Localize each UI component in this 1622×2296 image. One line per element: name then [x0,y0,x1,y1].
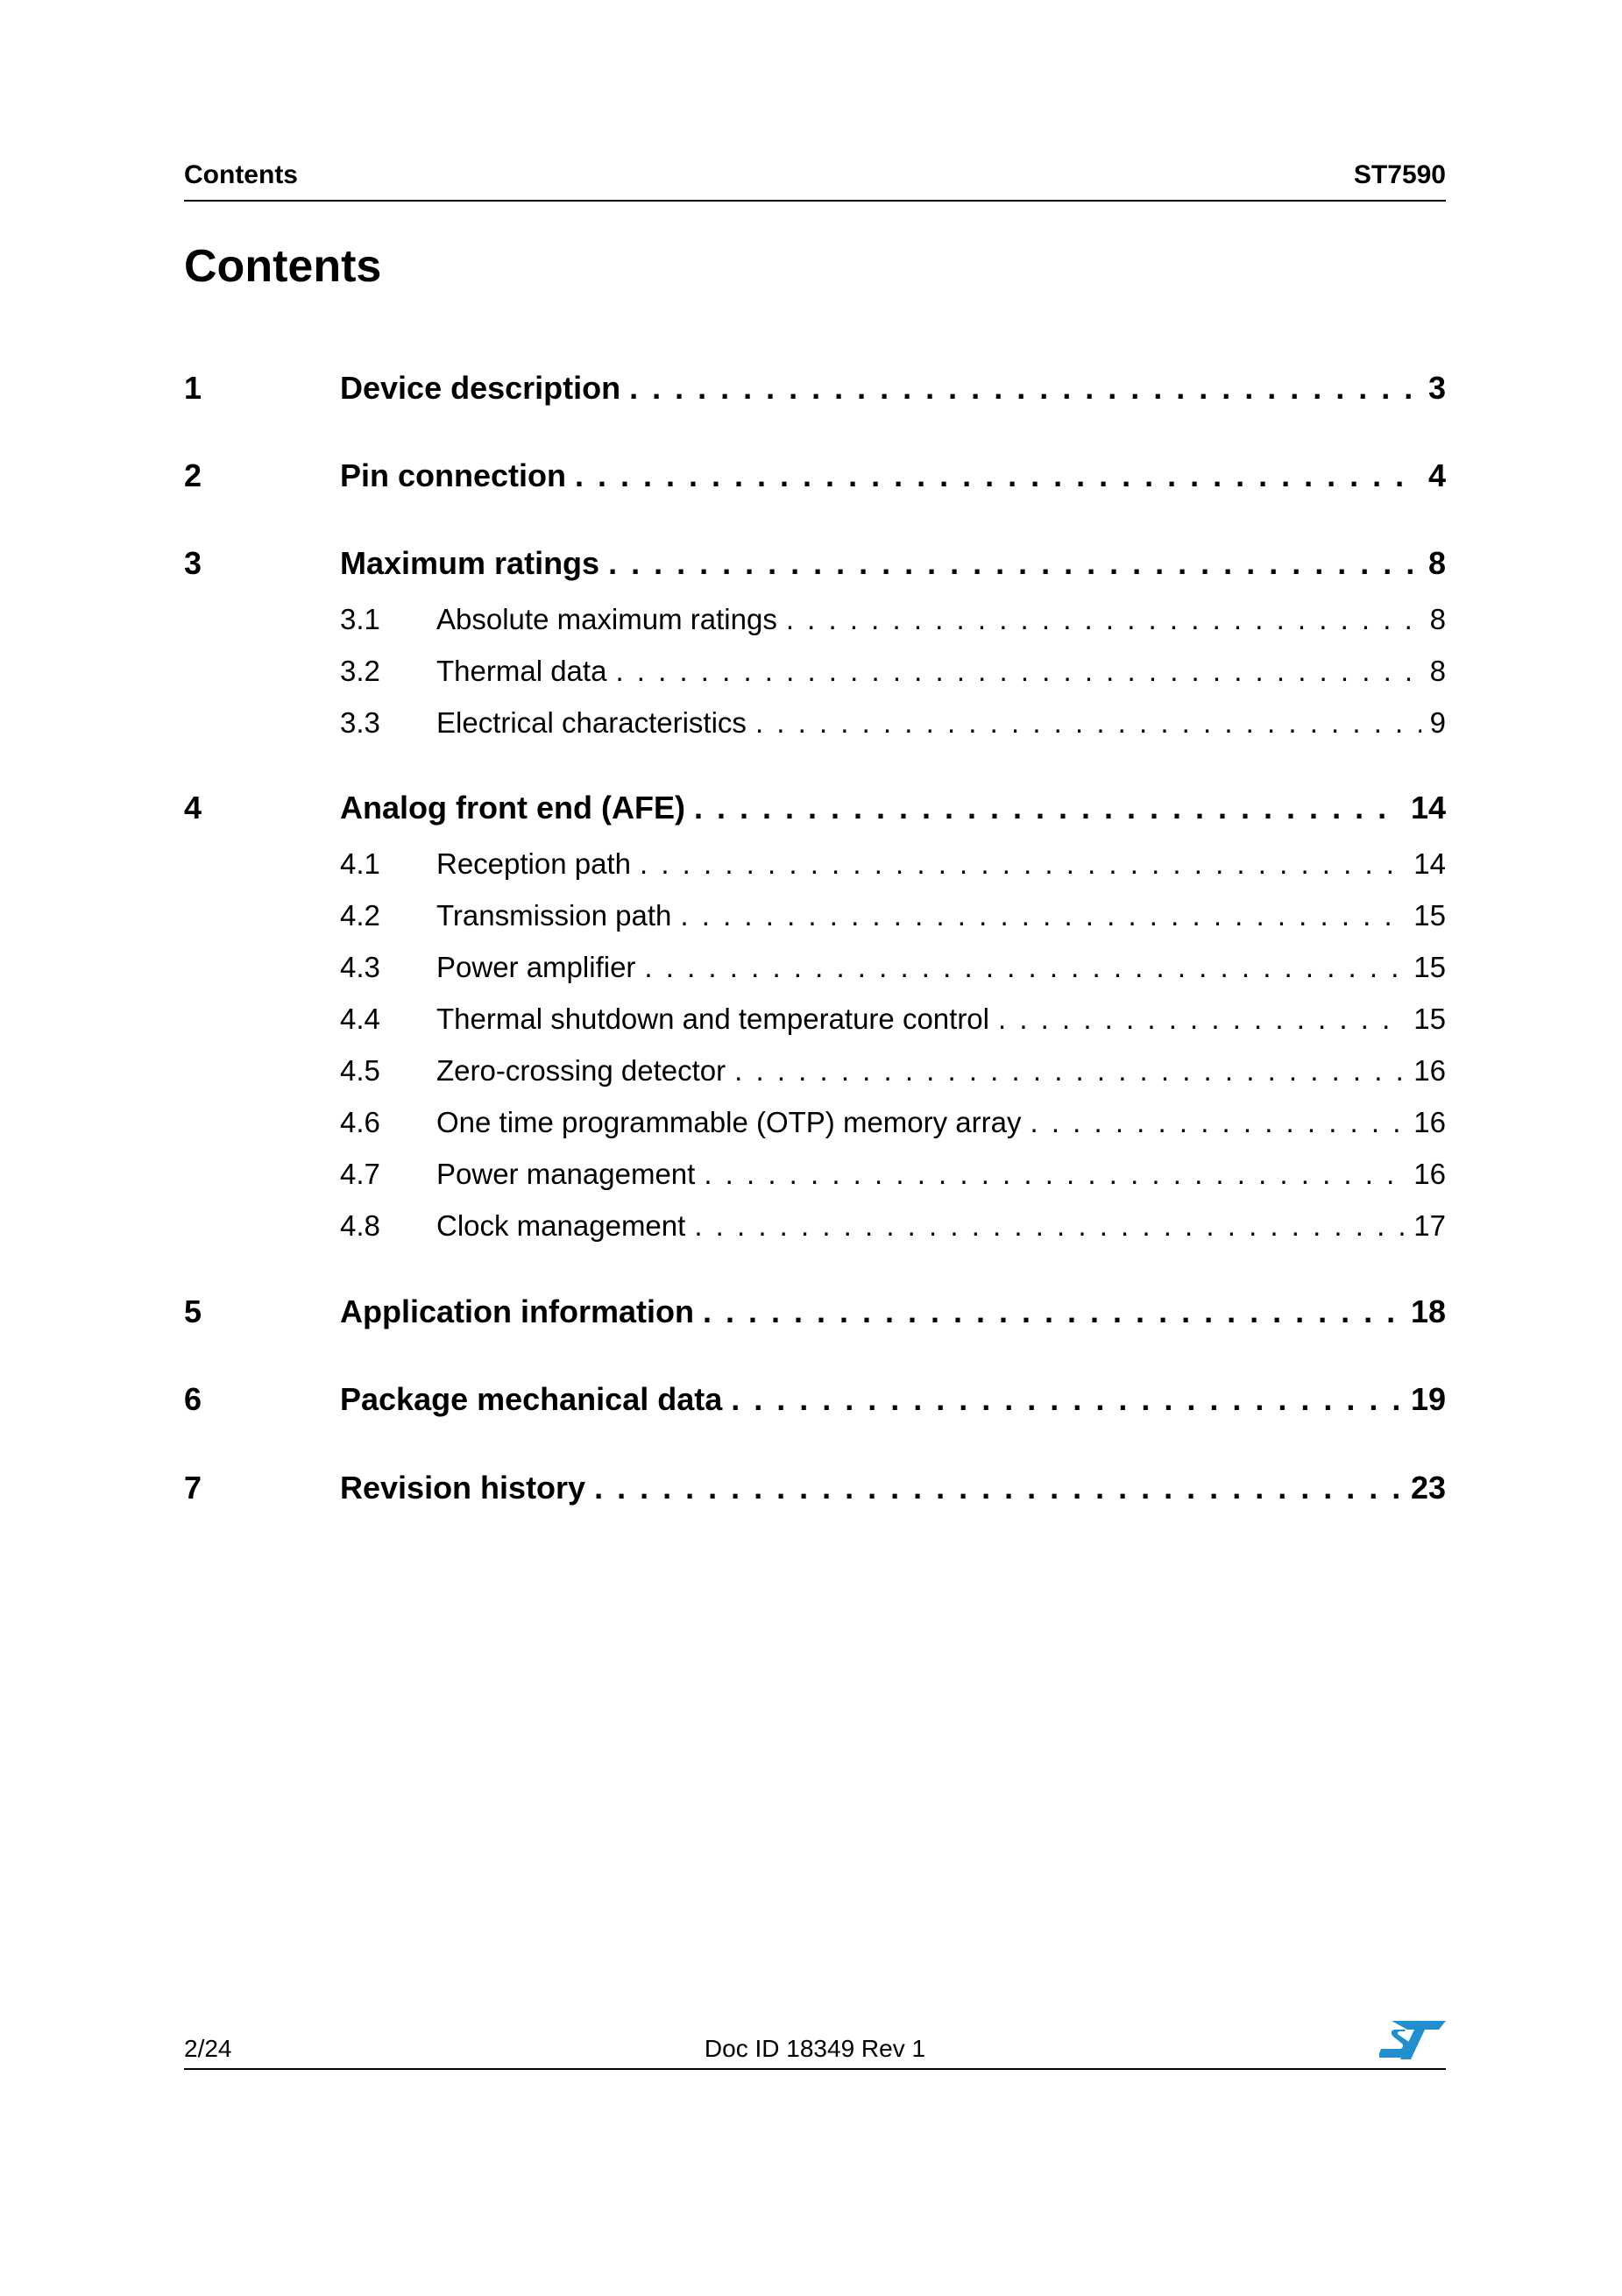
toc-dot-leader [680,894,1405,938]
toc-entry-maximum-ratings[interactable] [184,542,1446,585]
toc-entry-title: Clock management [436,1209,686,1242]
toc-entry-package-mechanical-data[interactable] [184,1378,1446,1421]
footer-doc-id: Doc ID 18349 Rev 1 [704,2035,926,2062]
toc-entry-line [340,1290,1446,1334]
toc-entry-page: 23 [1410,1470,1446,1506]
toc-entry-device-description[interactable] [184,366,1446,410]
toc-dot-leader [629,366,1420,410]
toc-entry-line [436,842,1446,886]
toc-dot-leader [734,1049,1405,1093]
toc-entry-transmission-path[interactable] [184,894,1446,938]
toc-entry-title: Maximum ratings [340,545,600,581]
toc-entry-number: 3.3 [340,706,380,739]
toc-entry-number: 7 [184,1470,202,1506]
toc-entry-page: 9 [1429,706,1446,739]
toc-entry-number: 5 [184,1293,202,1329]
toc-entry-number: 3 [184,545,202,581]
toc-entry-page: 19 [1410,1381,1446,1417]
toc-entry-number: 4.6 [340,1106,380,1138]
toc-entry-title: Analog front end (AFE) [340,790,685,826]
toc-entry-title: Thermal shutdown and temperature control [436,1003,989,1035]
toc-dot-leader [704,1152,1405,1196]
toc-entry-number: 4.4 [340,1003,380,1035]
toc-entry-line [436,701,1446,745]
toc-entry-page: 16 [1413,1158,1446,1190]
toc-entry-power-amplifier[interactable] [184,946,1446,989]
toc-entry-line [436,997,1446,1041]
toc-entry-line [436,894,1446,938]
toc-entry-number: 4 [184,790,202,826]
toc-entry-page: 15 [1413,951,1446,983]
toc-dot-leader [703,1290,1402,1334]
toc-entry-title: Transmission path [436,899,672,932]
toc-entry-pin-connection[interactable] [184,454,1446,498]
toc-entry-thermal-data[interactable] [184,649,1446,693]
toc-dot-leader [731,1378,1402,1421]
toc-entry-page: 16 [1413,1106,1446,1138]
toc-dot-leader [615,649,1420,693]
toc-entry-title: Electrical characteristics [436,706,747,739]
toc-entry-line [340,542,1446,585]
toc-entry-number: 3.2 [340,655,380,687]
toc-entry-title: Pin connection [340,457,567,493]
toc-entry-number: 6 [184,1381,202,1417]
toc-entry-revision-history[interactable] [184,1466,1446,1510]
toc-entry-line [340,1466,1446,1510]
toc-entry-line [340,1378,1446,1421]
toc-entry-clock-management[interactable] [184,1204,1446,1248]
page-header [184,159,1446,202]
toc-entry-number: 4.1 [340,847,380,880]
toc-dot-leader [575,454,1420,498]
toc-entry-line [340,786,1446,830]
toc-entry-title: Power amplifier [436,951,636,983]
toc-dot-leader [755,701,1421,745]
toc-entry-number: 1 [184,370,202,406]
header-section-label: Contents [184,160,298,189]
page-footer [184,2024,1446,2070]
toc-entry-application-information[interactable] [184,1290,1446,1334]
toc-entry-title: Zero-crossing detector [436,1054,726,1087]
toc-entry-line [436,1152,1446,1196]
toc-dot-leader [608,542,1420,585]
toc-entry-page: 16 [1413,1054,1446,1087]
page-title: Contents [184,241,382,292]
header-product-name: ST7590 [1353,160,1446,189]
toc-entry-electrical-characteristics[interactable] [184,701,1446,745]
toc-entry-title: Absolute maximum ratings [436,603,777,635]
toc-entry-title: Revision history [340,1470,586,1506]
toc-dot-leader [640,842,1405,886]
toc-entry-reception-path[interactable] [184,842,1446,886]
toc-entry-line [436,1101,1446,1144]
toc-entry-title: Package mechanical data [340,1381,723,1417]
toc-dot-leader [694,786,1402,830]
toc-entry-page: 8 [1429,655,1446,687]
toc-entry-page: 15 [1413,1003,1446,1035]
toc-entry-title: Application information [340,1293,694,1329]
footer-page-number: 2/24 [184,2035,232,2062]
toc-entry-title: Device description [340,370,621,406]
toc-entry-number: 4.5 [340,1054,380,1087]
toc-entry-line [340,454,1446,498]
toc-entry-zero-crossing-detector[interactable] [184,1049,1446,1093]
toc-entry-page: 18 [1410,1293,1446,1329]
toc-entry-page: 17 [1413,1209,1446,1242]
toc-entry-line [436,649,1446,693]
toc-entry-title: One time programmable (OTP) memory array [436,1106,1022,1138]
toc-entry-page: 8 [1429,603,1446,635]
toc-entry-line [436,1204,1446,1248]
toc-entry-page: 8 [1427,545,1446,581]
toc-dot-leader [1031,1101,1406,1144]
toc-entry-page: 4 [1427,457,1446,493]
toc-entry-otp-memory-array[interactable] [184,1101,1446,1144]
toc-entry-page: 15 [1413,899,1446,932]
toc-entry-analog-front-end[interactable] [184,786,1446,830]
toc-dot-leader [998,997,1405,1041]
toc-entry-number: 4.7 [340,1158,380,1190]
toc-dot-leader [694,1204,1405,1248]
toc-entry-line [436,598,1446,641]
toc-entry-title: Reception path [436,847,631,880]
toc-dot-leader [786,598,1421,641]
toc-entry-line [436,946,1446,989]
toc-dot-leader [594,1466,1402,1510]
toc-entry-line [340,366,1446,410]
toc-entry-title: Thermal data [436,655,607,687]
toc-entry-number: 2 [184,457,202,493]
toc-entry-number: 3.1 [340,603,380,635]
toc-entry-number: 4.2 [340,899,380,932]
toc-dot-leader [644,946,1405,989]
toc-entry-page: 14 [1410,790,1446,826]
toc-entry-power-management[interactable] [184,1152,1446,1196]
st-logo-icon [1379,2017,1446,2061]
toc-entry-title: Power management [436,1158,696,1190]
toc-entry-absolute-maximum-ratings[interactable] [184,598,1446,641]
toc-entry-page: 3 [1427,370,1446,406]
toc-entry-line [436,1049,1446,1093]
toc-entry-number: 4.8 [340,1209,380,1242]
toc-entry-page: 14 [1413,847,1446,880]
toc-entry-thermal-shutdown[interactable] [184,997,1446,1041]
toc-entry-number: 4.3 [340,951,380,983]
